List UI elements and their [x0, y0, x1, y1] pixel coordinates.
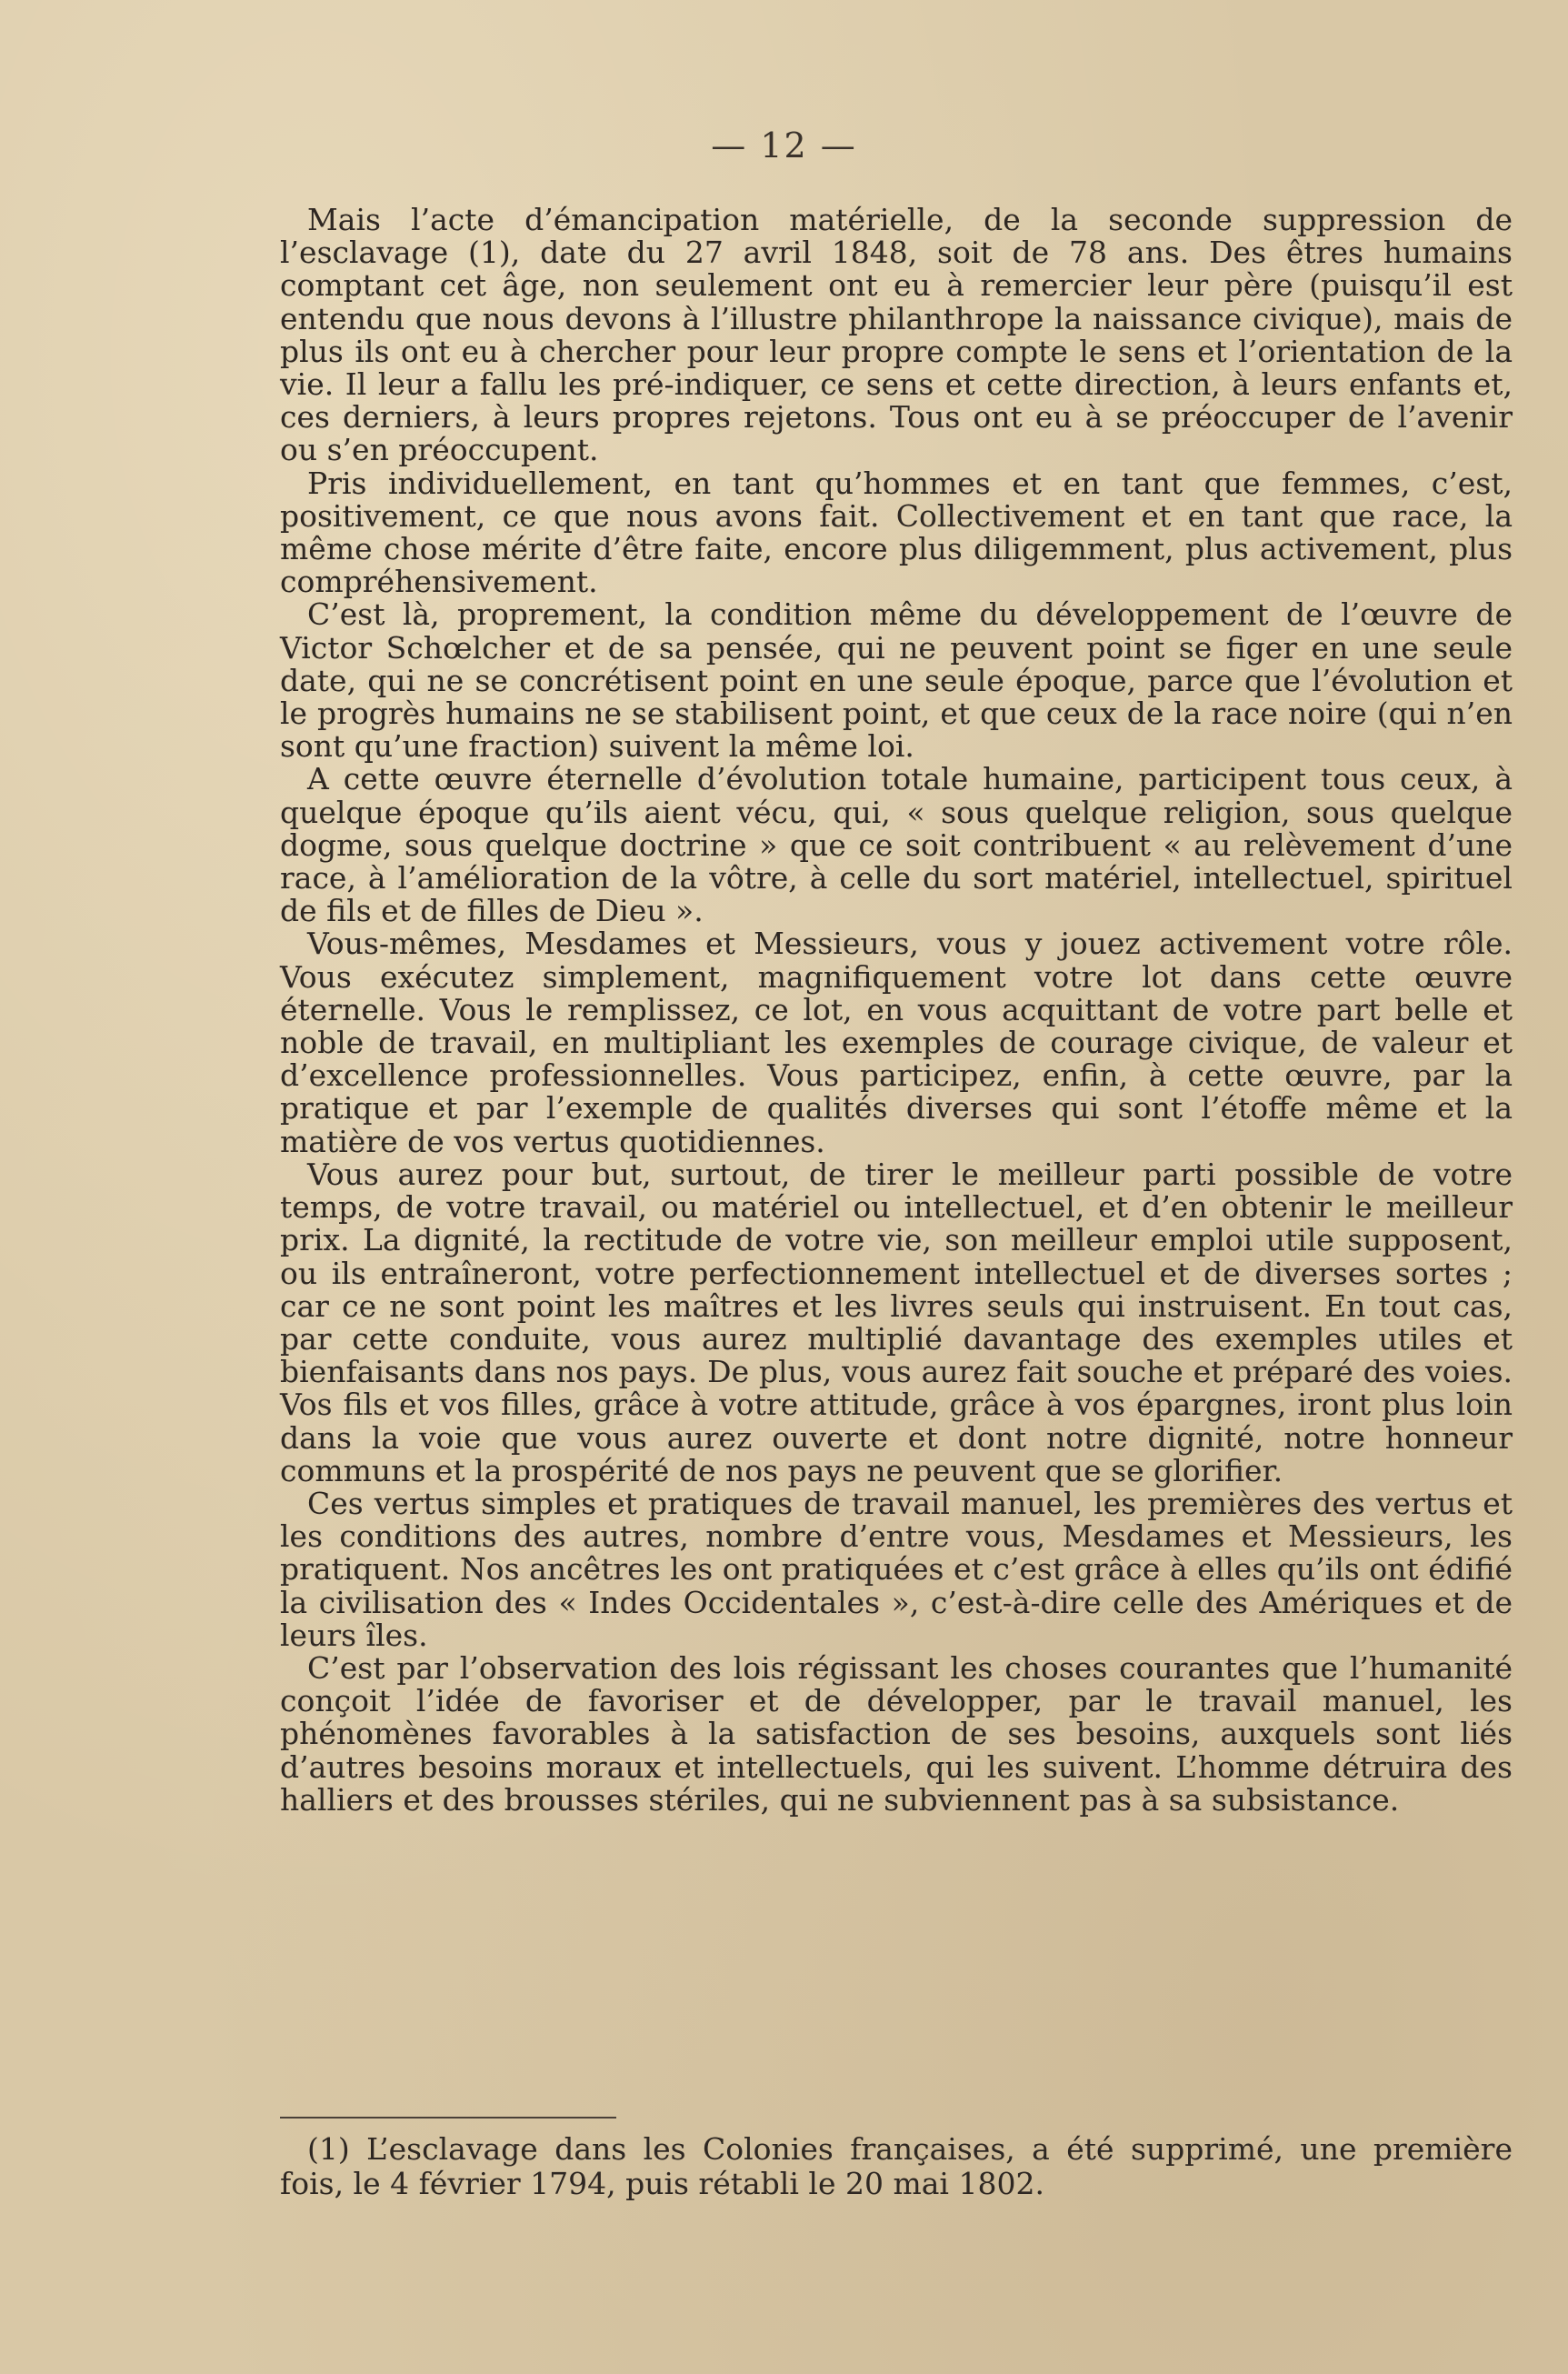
- paragraph-2: Pris individuellement, en tant qu’hommes et en tant que femmes, c’est, positivement, ce que nous avons fait. Collectivement et en tant que race, la même chose mérite d’être faite, encore plus diligemment, plus activement, plus compréhensivement.: [280, 465, 1513, 600]
- paragraph-3: C’est là, proprement, la condition même du développement de l’œuvre de Victor Schœlcher et de sa pensée, qui ne peuvent point se figer en une seule date, qui ne se concrétisent point en une seule époque, parce que l’évolution et le progrès humains ne se stabilisent point, et que ceux de la race noire (qui n’en sont qu’une fraction) suivent la même loi.: [280, 596, 1513, 765]
- paragraph-5: Vous-mêmes, Mesdames et Messieurs, vous y jouez activement votre rôle. Vous exécutez simplement, magnifiquement votre lot dans cette œuvre éternelle. Vous le remplissez, ce lot, en vous acquittant de votre part belle et noble de travail, en multipliant les exemples de courage civique, de valeur et d’excellence professionnelles. Vous participez, enfin, à cette œuvre, par la pratique et par l’exemple de qualités diverses qui sont l’étoffe même et la matière de vos vertus quotidiennes.: [280, 926, 1513, 1159]
- paragraph-7: Ces vertus simples et pratiques de travail manuel, les premières des vertus et les conditions des autres, nombre d’entre vous, Mesdames et Messieurs, les pratiquent. Nos ancêtres les ont pratiquées et c’est grâce à elles qu’ils ont édifié la civilisation des « Indes Occidentales », c’est-à-dire celle des Amériques et de leurs îles.: [280, 1485, 1513, 1653]
- paragraph-6: Vous aurez pour but, surtout, de tirer le meilleur parti possible de votre temps, de votre travail, ou matériel ou intellectuel, et d’en obtenir le meilleur prix. La dignité, la rectitude de votre vie, son meilleur emploi utile supposent, ou ils entraîneront, votre perfectionnement intellectuel et de diverses sortes ; car ce ne sont point les maîtres et les livres seuls qui instruisent. En tout cas, par cette conduite, vous aurez multiplié davantage des exemples utiles et bienfaisants dans nos pays. De plus, vous aurez fait souche et préparé des voies. Vos fils et vos filles, grâce à votre attitude, grâce à vos épargnes, iront plus loin dans la voie que vous aurez ouverte et dont notre dignité, notre honneur communs et la prospérité de nos pays ne peuvent que se glorifier.: [280, 1156, 1513, 1488]
- paragraph-1: Mais l’acte d’émancipation matérielle, de la seconde suppression de l’esclavage (1), date du 27 avril 1848, soit de 78 ans. Des êtres humains comptant cet âge, non seulement ont eu à remercier leur père (puisqu’il est entendu que nous devons à l’illustre philanthrope la naissance civique), mais de plus ils ont eu à chercher pour leur propre compte le sens et l’orientation de la vie. Il leur a fallu les pré-indiquer, ce sens et cette direction, à leurs enfants et, ces derniers, à leurs propres rejetons. Tous ont eu à se préoccuper de l’avenir ou s’en préoccupent.: [280, 202, 1513, 468]
- body-text: [280, 204, 1513, 1817]
- footnote: (1) L’esclavage dans les Colonies françaises, a été supprimé, une première fois, le 4 février 1794, puis rétabli le 20 mai 1802.: [280, 2131, 1513, 2201]
- paragraph-8: C’est par l’observation des lois régissant les choses courantes que l’humanité conçoit l’idée de favoriser et de développer, par le travail manuel, les phénomènes favorables à la satisfaction de ses besoins, auxquels sont liés d’autres besoins moraux et intellectuels, qui les suivent. L’homme détruira des halliers et des brousses stériles, qui ne subviennent pas à sa subsistance.: [280, 1649, 1513, 1818]
- footnote-divider: [280, 2117, 616, 2119]
- page-number: — 12 —: [711, 125, 857, 165]
- paragraph-4: A cette œuvre éternelle d’évolution totale humaine, participent tous ceux, à quelque époque qu’ils aient vécu, qui, « sous quelque religion, sous quelque dogme, sous quelque doctrine » que ce soit contribuent « au relèvement d’une race, à l’amélioration de la vôtre, à celle du sort matériel, intellectuel, spirituel de fils et de filles de Dieu ».: [280, 761, 1513, 929]
